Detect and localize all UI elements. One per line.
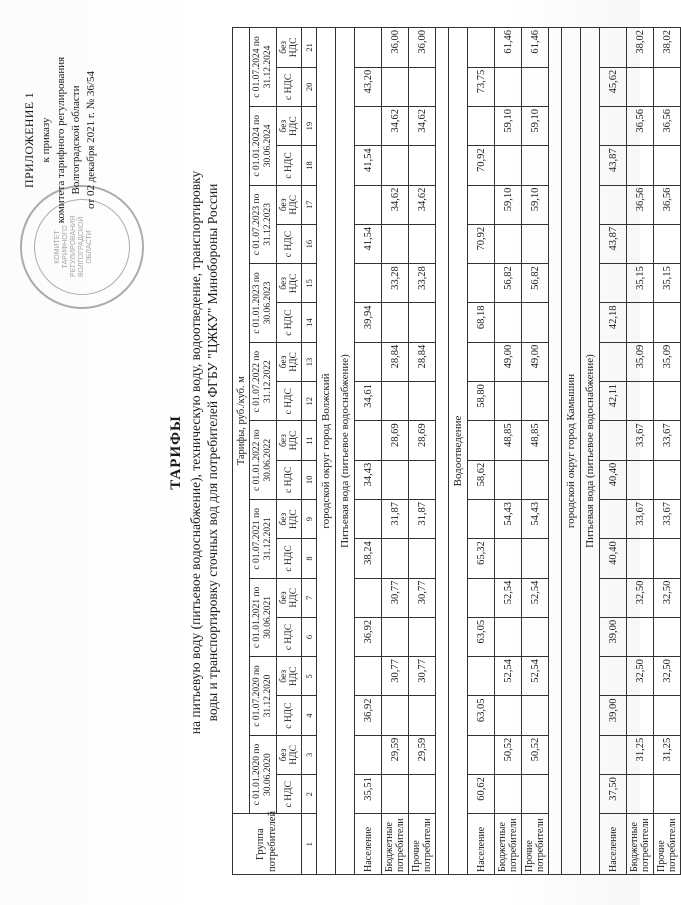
period-header: с 01.01.2022 по 30.06.2022 xyxy=(250,421,277,500)
service-label: Питьевая вода (питьевое водоснабжение) xyxy=(336,28,355,875)
tariff-value-cell xyxy=(355,735,382,774)
tariff-value-cell xyxy=(627,146,654,185)
tariff-value-cell: 68,18 xyxy=(468,303,495,342)
tariff-value-cell xyxy=(627,617,654,656)
tariff-value-cell: 32,50 xyxy=(627,657,654,696)
tariff-value-cell xyxy=(355,657,382,696)
district-row xyxy=(317,28,336,875)
tariff-value-cell xyxy=(600,578,627,617)
appendix-title: ПРИЛОЖЕНИЕ 1 xyxy=(22,92,36,188)
consumer-group-cell: Прочие потребители xyxy=(522,814,549,875)
spacer-row xyxy=(549,28,562,875)
tariff-value-cell xyxy=(654,775,681,814)
seal-line: ТАРИФНОГО xyxy=(62,225,69,269)
tariff-value-cell: 50,52 xyxy=(522,735,549,774)
appendix-line: комитета тарифного регулирования xyxy=(55,56,67,224)
column-number: 7 xyxy=(302,578,317,617)
tariff-value-cell: 49,00 xyxy=(495,342,522,381)
vat-without-header: без НДС xyxy=(277,735,302,774)
tariff-value-cell: 35,15 xyxy=(654,264,681,303)
tariff-value-cell: 52,54 xyxy=(495,657,522,696)
tariff-value-cell: 45,62 xyxy=(600,67,627,106)
district-label: городской округ город Волжский xyxy=(317,28,336,875)
table-row xyxy=(654,28,681,875)
tariff-value-cell xyxy=(355,185,382,224)
spacer-cell xyxy=(549,28,562,875)
tariff-value-cell: 30,77 xyxy=(382,657,409,696)
tariff-value-cell: 59,10 xyxy=(495,107,522,146)
tariff-value-cell xyxy=(355,28,382,68)
tariff-value-cell xyxy=(409,146,436,185)
vat-without-header: без НДС xyxy=(277,657,302,696)
tariff-value-cell: 59,10 xyxy=(522,107,549,146)
tariff-value-cell xyxy=(382,775,409,814)
tariff-value-cell xyxy=(522,146,549,185)
column-number: 13 xyxy=(302,342,317,381)
tariff-value-cell: 28,84 xyxy=(409,342,436,381)
table-row xyxy=(382,28,409,875)
tariff-value-cell xyxy=(627,303,654,342)
spacer-row xyxy=(436,28,449,875)
vat-with-header: с НДС xyxy=(277,224,302,263)
period-header: с 01.01.2023 по 30.06.2023 xyxy=(250,264,277,343)
tariff-value-cell: 31,87 xyxy=(409,499,436,538)
tariff-value-cell: 32,50 xyxy=(654,657,681,696)
tariff-value-cell: 30,77 xyxy=(409,657,436,696)
document-title xyxy=(168,40,221,865)
column-number: 4 xyxy=(302,696,317,735)
column-number: 11 xyxy=(302,421,317,460)
table-row xyxy=(355,28,382,875)
tariff-value-cell xyxy=(495,67,522,106)
vat-with-header: с НДС xyxy=(277,303,302,342)
tariff-value-cell: 41,54 xyxy=(355,224,382,263)
table-row xyxy=(600,28,627,875)
tariff-value-cell xyxy=(600,657,627,696)
tariff-value-cell: 36,92 xyxy=(355,696,382,735)
column-number: 16 xyxy=(302,224,317,263)
consumer-group-cell: Прочие потребители xyxy=(409,814,436,875)
tariff-value-cell: 54,43 xyxy=(522,499,549,538)
column-number: 18 xyxy=(302,146,317,185)
column-number: 15 xyxy=(302,264,317,303)
district-row xyxy=(562,28,581,875)
tariff-value-cell xyxy=(495,775,522,814)
tariff-value-cell xyxy=(627,382,654,421)
tariff-value-cell: 35,15 xyxy=(627,264,654,303)
column-number: 17 xyxy=(302,185,317,224)
tariff-value-cell: 36,56 xyxy=(627,185,654,224)
tariff-value-cell: 70,92 xyxy=(468,224,495,263)
tariff-value-cell: 49,00 xyxy=(522,342,549,381)
tariff-value-cell xyxy=(627,539,654,578)
period-header: с 01.01.2021 по 30.06.2021 xyxy=(250,578,277,657)
appendix-line: от 02 декабря 2021 г. № 36/54 xyxy=(85,71,97,209)
vat-with-header: с НДС xyxy=(277,696,302,735)
tariff-value-cell: 42,18 xyxy=(600,303,627,342)
column-number: 8 xyxy=(302,539,317,578)
tariff-value-cell: 33,67 xyxy=(627,499,654,538)
column-number: 19 xyxy=(302,107,317,146)
column-number: 2 xyxy=(302,775,317,814)
tariff-value-cell: 33,67 xyxy=(654,421,681,460)
tariff-value-cell xyxy=(409,303,436,342)
tariff-value-cell: 56,82 xyxy=(495,264,522,303)
tariff-value-cell xyxy=(355,578,382,617)
consumer-group-cell: Прочие потребители xyxy=(654,814,681,875)
period-header-row xyxy=(250,28,277,875)
tariff-value-cell: 39,94 xyxy=(355,303,382,342)
tariff-value-cell xyxy=(495,303,522,342)
column-number-row xyxy=(302,28,317,875)
tariff-value-cell: 32,50 xyxy=(654,578,681,617)
tariff-value-cell: 38,02 xyxy=(654,28,681,68)
column-number: 20 xyxy=(302,67,317,106)
tariff-value-cell xyxy=(382,696,409,735)
tariff-value-cell xyxy=(468,421,495,460)
period-header: с 01.07.2020 по 31.12.2020 xyxy=(250,657,277,736)
tariff-value-cell: 52,54 xyxy=(522,657,549,696)
title-main: ТАРИФЫ xyxy=(168,415,184,490)
vat-with-header: с НДС xyxy=(277,67,302,106)
table-row xyxy=(627,28,654,875)
tariff-value-cell: 63,05 xyxy=(468,617,495,656)
tariff-value-cell: 34,43 xyxy=(355,460,382,499)
tariff-value-cell: 28,69 xyxy=(382,421,409,460)
column-number: 21 xyxy=(302,28,317,68)
column-number: 5 xyxy=(302,657,317,696)
service-label: Питьевая вода (питьевое водоснабжение) xyxy=(581,28,600,875)
tariff-value-cell: 38,02 xyxy=(627,28,654,68)
tariff-value-cell xyxy=(468,185,495,224)
tariff-value-cell xyxy=(468,735,495,774)
column-number: 14 xyxy=(302,303,317,342)
tariff-value-cell: 48,85 xyxy=(495,421,522,460)
tariff-value-cell xyxy=(654,303,681,342)
tariff-value-cell: 52,54 xyxy=(495,578,522,617)
tariff-value-cell: 41,54 xyxy=(355,146,382,185)
tariff-value-cell: 30,77 xyxy=(409,578,436,617)
district-label: городской округ город Камышин xyxy=(562,28,581,875)
tariff-value-cell xyxy=(355,264,382,303)
tariff-value-cell xyxy=(382,460,409,499)
tariff-value-cell xyxy=(409,617,436,656)
tariff-value-cell xyxy=(522,460,549,499)
title-line-1: на питьевую воду (питьевое водоснабжение), техническую воду, водоотведение, транспортировку xyxy=(188,170,203,735)
tariff-value-cell xyxy=(654,617,681,656)
tariff-value-cell xyxy=(522,67,549,106)
tariff-value-cell xyxy=(468,578,495,617)
column-number: 9 xyxy=(302,499,317,538)
tariff-value-cell: 36,56 xyxy=(627,107,654,146)
seal-line: ОБЛАСТИ xyxy=(86,230,93,264)
tariff-value-cell xyxy=(382,539,409,578)
service-row xyxy=(336,28,355,875)
tariff-value-cell xyxy=(654,539,681,578)
consumer-group-cell: Население xyxy=(600,814,627,875)
tariff-value-cell: 48,85 xyxy=(522,421,549,460)
tariff-value-cell: 36,00 xyxy=(382,28,409,68)
tariff-value-cell: 37,50 xyxy=(600,775,627,814)
tariff-value-cell: 31,25 xyxy=(627,735,654,774)
tariff-value-cell xyxy=(600,499,627,538)
tariff-value-cell: 65,32 xyxy=(468,539,495,578)
tariff-value-cell: 39,00 xyxy=(600,617,627,656)
tariff-value-cell: 36,92 xyxy=(355,617,382,656)
column-number: 6 xyxy=(302,617,317,656)
tariff-value-cell xyxy=(522,539,549,578)
tariff-value-cell xyxy=(627,696,654,735)
tariff-value-cell: 50,52 xyxy=(495,735,522,774)
group-header: Группа потребителей xyxy=(233,814,302,875)
tariff-value-cell xyxy=(468,499,495,538)
period-header: с 01.01.2024 по 30.06.2024 xyxy=(250,107,277,186)
tariff-value-cell: 35,51 xyxy=(355,775,382,814)
tariffs-header: Тарифы, руб./куб. м xyxy=(233,28,250,814)
tariff-value-cell: 58,80 xyxy=(468,382,495,421)
seal-line: КОМИТЕТ xyxy=(54,230,61,264)
vat-with-header: с НДС xyxy=(277,775,302,814)
tariff-value-cell xyxy=(355,342,382,381)
tariff-value-cell: 34,61 xyxy=(355,382,382,421)
tariff-value-cell: 63,05 xyxy=(468,696,495,735)
period-header: с 01.07.2023 по 31.12.2023 xyxy=(250,185,277,264)
tariff-value-cell: 35,09 xyxy=(654,342,681,381)
vat-without-header: без НДС xyxy=(277,185,302,224)
tariff-value-cell: 33,28 xyxy=(409,264,436,303)
tariff-value-cell xyxy=(382,303,409,342)
tariff-value-cell: 28,69 xyxy=(409,421,436,460)
vat-with-header: с НДС xyxy=(277,539,302,578)
tariff-value-cell xyxy=(382,617,409,656)
seal-line: РЕГУЛИРОВАНИЯ xyxy=(70,215,77,277)
tariff-value-cell: 59,10 xyxy=(495,185,522,224)
tariff-value-cell: 61,46 xyxy=(495,28,522,68)
tariff-value-cell xyxy=(382,382,409,421)
tariff-value-cell xyxy=(382,67,409,106)
tariff-value-cell: 31,25 xyxy=(654,735,681,774)
tariff-value-cell: 43,20 xyxy=(355,67,382,106)
tariff-value-cell xyxy=(468,342,495,381)
tariff-value-cell xyxy=(654,146,681,185)
consumer-group-cell: Население xyxy=(355,814,382,875)
tariff-value-cell xyxy=(522,775,549,814)
table-row xyxy=(522,28,549,875)
consumer-group-cell: Бюджетные потребители xyxy=(495,814,522,875)
period-header: с 01.07.2021 по 31.12.2021 xyxy=(250,499,277,578)
tariff-value-cell: 33,67 xyxy=(627,421,654,460)
tariff-value-cell xyxy=(409,67,436,106)
tariff-value-cell xyxy=(355,107,382,146)
tariff-value-cell: 56,82 xyxy=(522,264,549,303)
tariff-value-cell: 70,92 xyxy=(468,146,495,185)
vat-without-header: без НДС xyxy=(277,499,302,538)
vat-with-header: с НДС xyxy=(277,382,302,421)
tariff-value-cell xyxy=(495,696,522,735)
tariff-value-cell xyxy=(654,67,681,106)
tariff-value-cell: 33,28 xyxy=(382,264,409,303)
tariff-value-cell: 39,00 xyxy=(600,696,627,735)
tariff-value-cell: 33,67 xyxy=(654,499,681,538)
appendix-block xyxy=(22,15,99,265)
tariff-value-cell xyxy=(468,28,495,68)
vat-with-header: с НДС xyxy=(277,617,302,656)
tariff-value-cell: 34,62 xyxy=(382,107,409,146)
vat-without-header: без НДС xyxy=(277,342,302,381)
tariff-value-cell: 36,00 xyxy=(409,28,436,68)
tariff-value-cell xyxy=(409,460,436,499)
column-number: 3 xyxy=(302,735,317,774)
tariff-value-cell xyxy=(409,382,436,421)
tariff-value-cell: 40,40 xyxy=(600,460,627,499)
tariff-value-cell xyxy=(495,224,522,263)
period-header: с 01.01.2020 по 30.06.2020 xyxy=(250,735,277,814)
column-number: 10 xyxy=(302,460,317,499)
tariff-value-cell xyxy=(522,617,549,656)
tariff-value-cell: 29,59 xyxy=(382,735,409,774)
vat-with-header: с НДС xyxy=(277,146,302,185)
vat-without-header: без НДС xyxy=(277,264,302,303)
tariff-value-cell xyxy=(355,421,382,460)
tariff-value-cell xyxy=(600,28,627,68)
table-row xyxy=(409,28,436,875)
tariff-value-cell: 60,62 xyxy=(468,775,495,814)
tariff-value-cell xyxy=(600,735,627,774)
tariff-value-cell: 54,43 xyxy=(495,499,522,538)
service-row xyxy=(449,28,468,875)
tariff-value-cell: 28,84 xyxy=(382,342,409,381)
tariff-value-cell xyxy=(627,775,654,814)
vat-without-header: без НДС xyxy=(277,107,302,146)
tariff-value-cell: 59,10 xyxy=(522,185,549,224)
appendix-line: к приказу xyxy=(40,117,52,163)
tariff-value-cell xyxy=(654,696,681,735)
tariff-value-cell xyxy=(382,224,409,263)
tariff-value-cell: 40,40 xyxy=(600,539,627,578)
tariff-value-cell: 52,54 xyxy=(522,578,549,617)
tariff-value-cell xyxy=(409,696,436,735)
service-row xyxy=(581,28,600,875)
column-number: 1 xyxy=(302,814,317,875)
tariff-value-cell: 31,87 xyxy=(382,499,409,538)
vat-header-row xyxy=(277,28,302,875)
title-line-2: воды и транспортировку сточных вод для потребителей ФГБУ "ЦЖКУ" Минобороны России xyxy=(205,183,220,722)
tariff-value-cell xyxy=(468,264,495,303)
tariff-value-cell xyxy=(600,264,627,303)
consumer-group-cell: Бюджетные потребители xyxy=(382,814,409,875)
tariff-value-cell xyxy=(600,421,627,460)
tariff-value-cell xyxy=(600,185,627,224)
tariff-value-cell xyxy=(600,107,627,146)
tariff-value-cell: 58,62 xyxy=(468,460,495,499)
tariff-value-cell xyxy=(627,460,654,499)
tariff-value-cell: 29,59 xyxy=(409,735,436,774)
consumer-group-cell: Население xyxy=(468,814,495,875)
tariff-value-cell: 38,24 xyxy=(355,539,382,578)
tariff-value-cell: 34,62 xyxy=(382,185,409,224)
tariff-value-cell xyxy=(495,539,522,578)
tariff-value-cell xyxy=(654,460,681,499)
tariff-value-cell xyxy=(409,539,436,578)
tariff-value-cell xyxy=(654,224,681,263)
tariff-value-cell xyxy=(468,657,495,696)
tariff-value-cell: 43,87 xyxy=(600,146,627,185)
period-header: с 01.07.2024 по 31.12.2024 xyxy=(250,28,277,107)
tariff-value-cell: 36,56 xyxy=(654,185,681,224)
tariffs-table xyxy=(232,27,681,875)
seal-line: ВОЛГОГРАДСКОЙ xyxy=(78,216,85,277)
tariff-value-cell xyxy=(409,775,436,814)
tariff-value-cell xyxy=(522,382,549,421)
tariff-value-cell xyxy=(495,382,522,421)
spacer-cell xyxy=(436,28,449,875)
tariff-value-cell xyxy=(600,342,627,381)
tariff-value-cell xyxy=(382,146,409,185)
tariff-value-cell xyxy=(627,224,654,263)
table-row xyxy=(495,28,522,875)
appendix-line: Волгоградской области xyxy=(70,85,82,195)
tariff-value-cell: 34,62 xyxy=(409,185,436,224)
tariff-value-cell: 35,09 xyxy=(627,342,654,381)
tariff-value-cell xyxy=(495,146,522,185)
vat-without-header: без НДС xyxy=(277,28,302,68)
tariff-value-cell xyxy=(627,67,654,106)
tariff-value-cell xyxy=(468,107,495,146)
tariff-value-cell: 61,46 xyxy=(522,28,549,68)
tariff-value-cell xyxy=(409,224,436,263)
table-row xyxy=(468,28,495,875)
vat-without-header: без НДС xyxy=(277,421,302,460)
tariff-value-cell: 30,77 xyxy=(382,578,409,617)
vat-without-header: без НДС xyxy=(277,578,302,617)
column-number: 12 xyxy=(302,382,317,421)
header-row xyxy=(233,28,250,875)
tariff-value-cell xyxy=(355,499,382,538)
tariff-value-cell: 32,50 xyxy=(627,578,654,617)
tariff-value-cell: 42,11 xyxy=(600,382,627,421)
tariff-value-cell xyxy=(522,696,549,735)
tariff-value-cell xyxy=(522,303,549,342)
tariff-value-cell: 43,87 xyxy=(600,224,627,263)
service-label: Водоотведение xyxy=(449,28,468,875)
tariff-value-cell xyxy=(495,460,522,499)
vat-with-header: с НДС xyxy=(277,460,302,499)
tariff-value-cell: 73,75 xyxy=(468,67,495,106)
tariff-value-cell xyxy=(522,224,549,263)
consumer-group-cell: Бюджетные потребители xyxy=(627,814,654,875)
tariff-value-cell: 36,56 xyxy=(654,107,681,146)
tariff-value-cell xyxy=(495,617,522,656)
tariff-value-cell: 34,62 xyxy=(409,107,436,146)
tariff-value-cell xyxy=(654,382,681,421)
period-header: с 01.07.2022 по 31.12.2022 xyxy=(250,342,277,421)
